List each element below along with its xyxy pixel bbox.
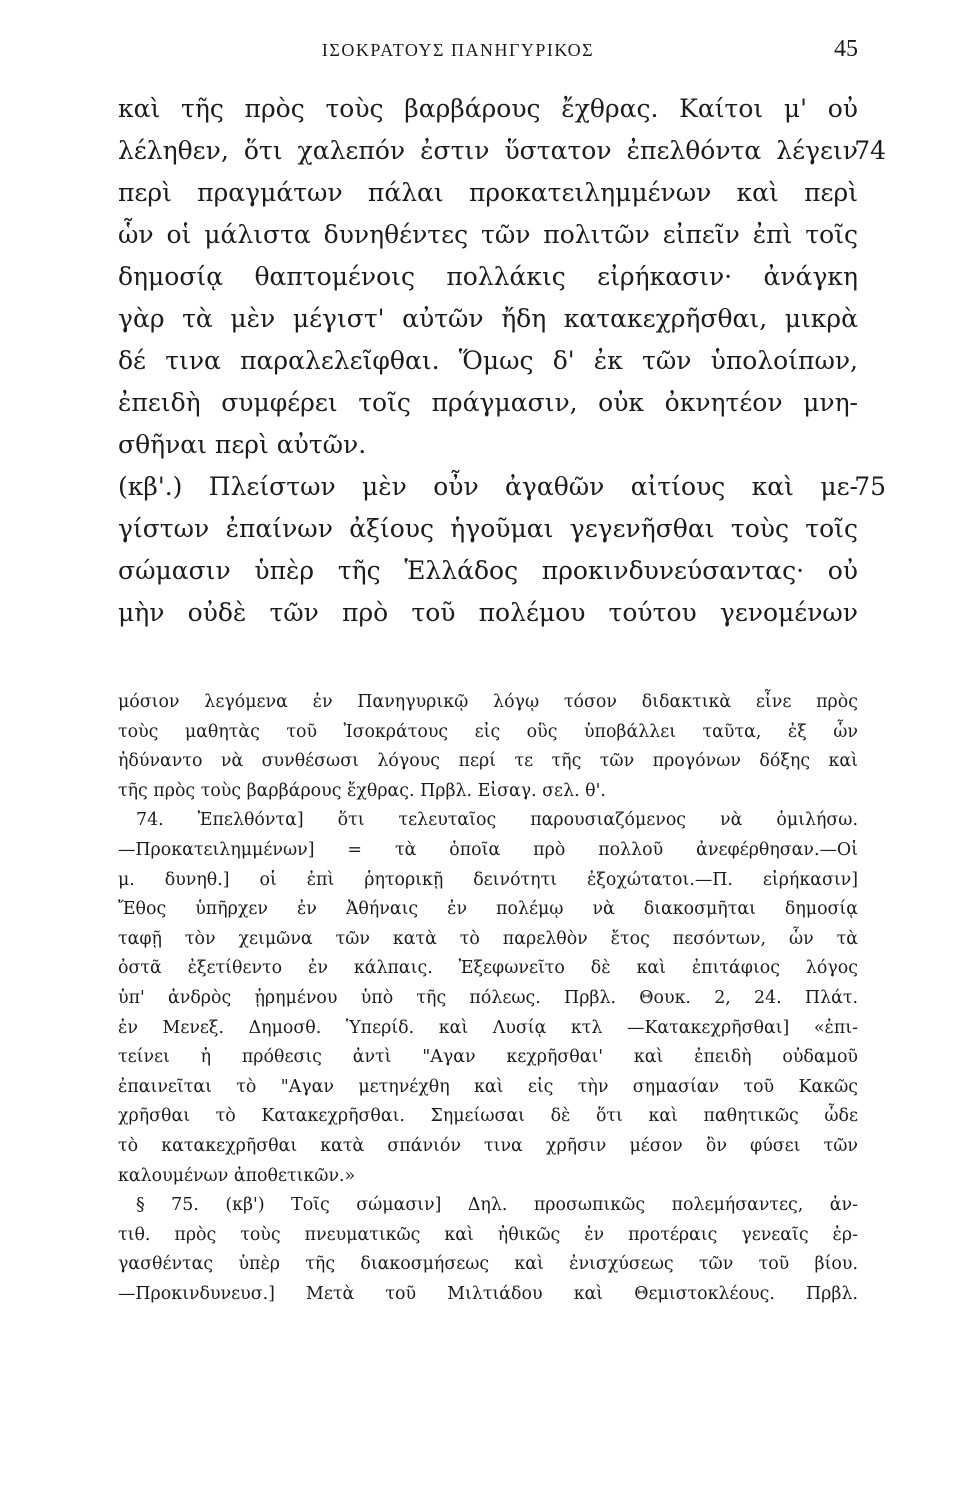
- main-text-line-content: γίστων ἐπαίνων ἀξίους ἡγοῦμαι γεγενῆσθαι τοὺς τοῖς: [118, 514, 858, 543]
- footnote-line: τὸ κατακεχρῆσθαι κατὰ σπάνιόν τινα χρῆσιν μέσον ὂν φύσει τῶν: [118, 1135, 858, 1156]
- main-text-line-content: ἐπειδὴ συμφέρει τοῖς πράγμασιν, οὐκ ὀκνητέον μνη-: [118, 388, 858, 417]
- footnote-line: ἐν Μενεξ. Δημοσθ. Ὑπερίδ. καὶ Λυσίᾳ κτλ —Κατακεχρῆσθαι] «ἐπι-: [118, 1017, 858, 1038]
- footnote-line: Ἔθος ὑπῆρχεν ἐν Ἀθήναις ἐν πολέμῳ νὰ διακοσμῆται δημοσίᾳ: [118, 899, 858, 920]
- running-head: [118, 36, 858, 66]
- main-text-line-content: δημοσίᾳ θαπτομένοις πολλάκις εἰρήκασιν· ἀνάγκη: [118, 262, 858, 291]
- footnote-line: καλουμένων ἀποθετικῶν.»: [118, 1165, 356, 1186]
- main-text-line: [118, 424, 858, 466]
- main-text-line: [118, 214, 858, 256]
- footnote-line: τείνει ἡ πρόθεσις ἀντὶ "Αγαν κεχρῆσθαι' καὶ ἐπειδὴ οὐδαμοῦ: [118, 1047, 858, 1068]
- main-text-line: [118, 340, 858, 382]
- footnote-line: § 75. (κβ') Τοῖς σώμασιν] Δηλ. προσωπικῶς πολεμήσαντες, ἀν-: [136, 1195, 858, 1216]
- footnote-line: 74. Ἐπελθόντα] ὅτι τελευταῖος παρουσιαζόμενος νὰ ὁμιλήσω.: [136, 810, 858, 831]
- footnote-line: τοὺς μαθητὰς τοῦ Ἰσοκράτους εἰς οὓς ὑποβάλλει ταῦτα, ἐξ ὧν: [118, 721, 858, 742]
- main-text-line-content: περὶ πραγμάτων πάλαι προκατειλημμένων καὶ περὶ: [118, 178, 858, 207]
- main-text-line-content: λέληθεν, ὅτι χαλεπόν ἐστιν ὕστατον ἐπελθόντα λέγειν: [118, 136, 858, 165]
- main-text-line: [118, 88, 858, 130]
- main-text-line-content: ὧν οἱ μάλιστα δυνηθέντες τῶν πολιτῶν εἰπεῖν ἐπὶ τοῖς: [118, 220, 858, 249]
- main-text-line-content: μὴν οὐδὲ τῶν πρὸ τοῦ πολέμου τούτου γενομένων: [118, 598, 858, 627]
- footnote-line: ταφῇ τὸν χειμῶνα τῶν κατὰ τὸ παρελθὸν ἔτος πεσόντων, ὧν τὰ: [118, 928, 858, 949]
- margin-section-number: 75: [854, 472, 886, 501]
- footnote-line: —Προκατειλημμένων] = τὰ ὁποῖα πρὸ πολλοῦ ἀνεφέρθησαν.—Οἱ: [118, 839, 858, 860]
- main-text-line-content: καὶ τῆς πρὸς τοὺς βαρβάρους ἔχθρας. Καίτοι μ' οὐ: [118, 94, 858, 123]
- main-text-line-content: (κβ'.) Πλείστων μὲν οὖν ἀγαθῶν αἰτίους καὶ με-: [118, 472, 858, 501]
- footnote-line: ἐπαινεῖται τὸ "Αγαν μετηνέχθη καὶ εἰς τὴν σημασίαν τοῦ Κακῶς: [118, 1076, 858, 1097]
- footnote-line: μ. δυνηθ.] οἱ ἐπὶ ῥητορικῇ δεινότητι ἐξοχώτατοι.—Π. εἰρήκασιν]: [118, 869, 858, 890]
- footnote-line: ἠδύναντο νὰ συνθέσωσι λόγους περί τε τῆς τῶν προγόνων δόξης καὶ: [118, 751, 858, 772]
- main-text: [118, 88, 886, 634]
- footnote-line: χρῆσθαι τὸ Κατακεχρῆσθαι. Σημείωσαι δὲ ὅτι καὶ παθητικῶς ὧδε: [118, 1106, 858, 1127]
- margin-section-number: 74: [854, 136, 886, 165]
- main-text-line: [118, 466, 886, 508]
- main-text-line: [118, 130, 886, 172]
- main-text-line: [118, 172, 858, 214]
- main-text-line: [118, 298, 858, 340]
- footnote-line: μόσιον λεγόμενα ἐν Πανηγυρικῷ λόγῳ τόσον διδακτικὰ εἶνε πρὸς: [118, 692, 858, 712]
- main-text-line-content: γὰρ τὰ μὲν μέγιστ' αὐτῶν ἤδη κατακεχρῆσθαι, μικρὰ: [118, 304, 858, 333]
- footnote-line: ὑπ' ἀνδρὸς ᾑρημένου ὑπὸ τῆς πόλεως. Πρβλ. Θουκ. 2, 24. Πλάτ.: [118, 987, 858, 1008]
- main-text-line: [118, 508, 858, 550]
- main-text-line-content: σώμασιν ὑπὲρ τῆς Ἑλλάδος προκινδυνεύσαντας· οὐ: [118, 556, 858, 585]
- main-text-line: [118, 550, 858, 592]
- main-text-line: [118, 256, 858, 298]
- footnote-line: γασθέντας ὑπὲρ τῆς διακοσμήσεως καὶ ἐνισχύσεως τῶν τοῦ βίου.: [118, 1254, 858, 1275]
- main-text-line-content: σθῆναι περὶ αὐτῶν.: [118, 430, 367, 459]
- footnote-line: —Προκινδυνευσ.] Μετὰ τοῦ Μιλτιάδου καὶ Θεμιστοκλέους. Πρβλ.: [118, 1283, 858, 1304]
- main-text-line: [118, 592, 858, 634]
- footnote-line: ὀστᾶ ἐξετίθεντο ἐν κάλπαις. Ἐξεφωνεῖτο δὲ καὶ ἐπιτάφιος λόγος: [118, 958, 858, 979]
- footnotes: [118, 688, 858, 1309]
- running-title: ΙΣΟΚΡΑΤΟΥΣ ΠΑΝΗΓΥΡΙΚΟΣ: [321, 40, 595, 60]
- main-text-line-content: δέ τινα παραλελεῖφθαι. Ὅμως δ' ἐκ τῶν ὑπολοίπων,: [118, 346, 858, 375]
- page-number: 45: [834, 36, 858, 62]
- main-text-line: [118, 382, 858, 424]
- footnote-line: τῆς πρὸς τοὺς βαρβάρους ἔχθρας. Πρβλ. Εἰσαγ. σελ. θ'.: [118, 780, 606, 801]
- footnote-line: τιθ. πρὸς τοὺς πνευματικῶς καὶ ἠθικῶς ἐν προτέραις γενεαῖς ἐρ-: [118, 1224, 858, 1245]
